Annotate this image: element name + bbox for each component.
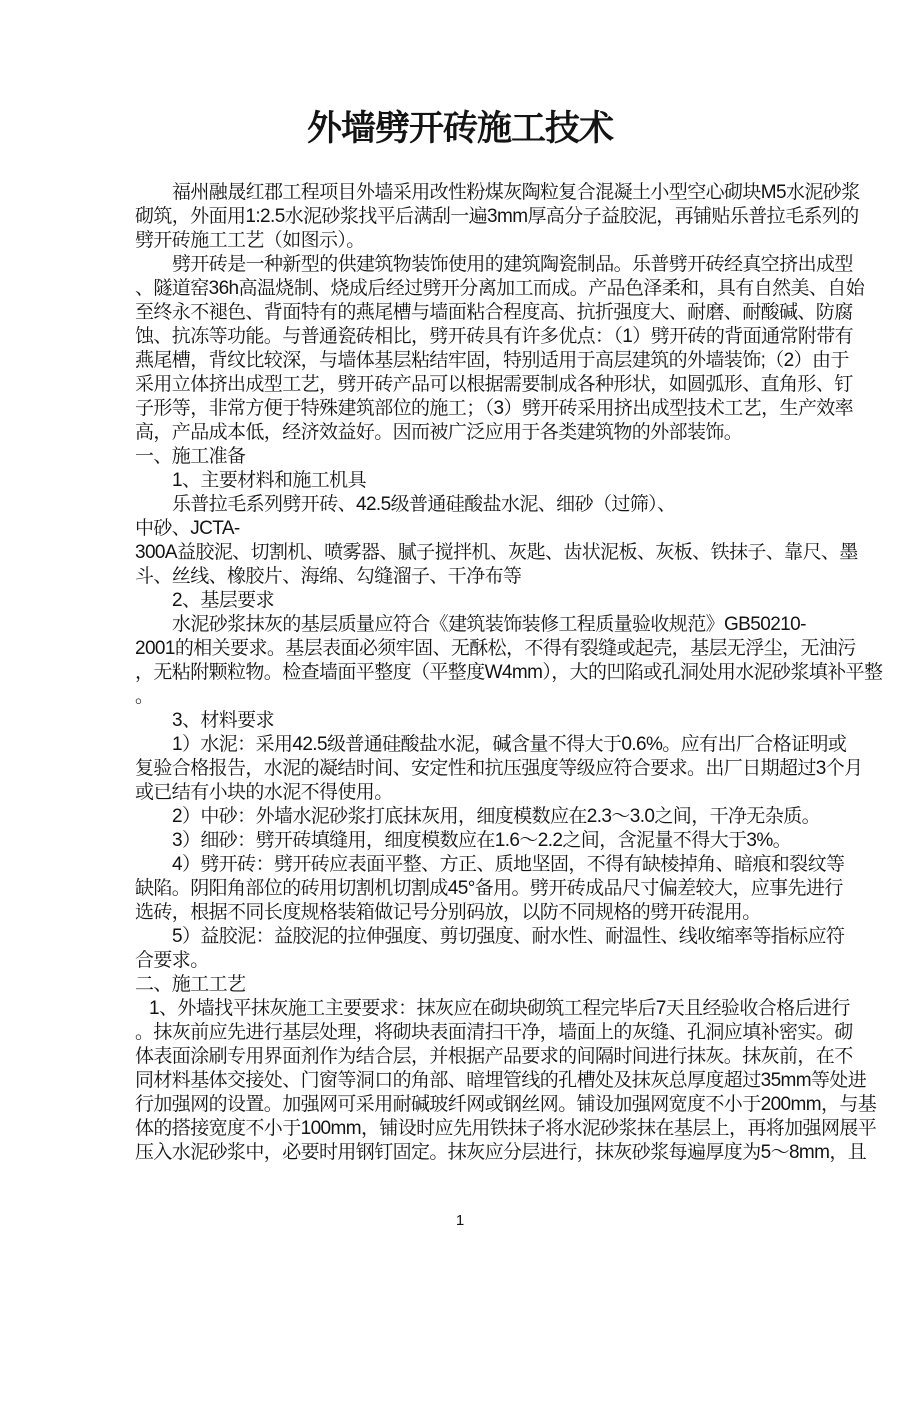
text-line: 缺陷。阴阳角部位的砖用切割机切割成45°备用。劈开砖成品尺寸偏差较大，应事先进行 [135, 878, 843, 899]
text-line: 采用立体挤出成型工艺，劈开砖产品可以根据需要制成各种形状，如圆弧形、直角形、钉 [135, 374, 853, 395]
text-line: 体的搭接宽度不小于100mm，铺设时应先用铁抹子将水泥砂浆抹在基层上，再将加强网展平 [135, 1118, 877, 1139]
text-line: 蚀、抗冻等功能。与普通瓷砖相比，劈开砖具有许多优点：（1）劈开砖的背面通常附带有 [135, 326, 854, 347]
text-line: 中砂、JCTA- [135, 518, 240, 539]
text-line: 劈开砖是一种新型的供建筑物装饰使用的建筑陶瓷制品。乐普劈开砖经真空挤出成型 [172, 254, 853, 275]
text-line: 体表面涂刷专用界面剂作为结合层，并根据产品要求的间隔时间进行抹灰。抹灰前，在不 [135, 1046, 853, 1067]
text-line: 或已结有小块的水泥不得使用。 [135, 782, 393, 803]
text-line: 复验合格报告，水泥的凝结时间、安定性和抗压强度等级应符合要求。出厂日期超过3个月 [135, 758, 863, 779]
text-line: 1、外墙找平抹灰施工主要要求：抹灰应在砌块砌筑工程完毕后7天且经验收合格后进行 [149, 998, 850, 1019]
text-line: 劈开砖施工工艺（如图示）。 [135, 230, 365, 251]
text-line: 、隧道窑36h高温烧制、烧成后经过劈开分离加工而成。产品色泽柔和，具有自然美、自始 [135, 278, 865, 299]
text-line: ，无粘附颗粒物。检查墙面平整度（平整度W4mm），大的凹陷或孔洞处用水泥砂浆填补平整 [135, 662, 883, 683]
text-line: 斗、丝线、橡胶片、海绵、勾缝溜子、干净布等 [135, 566, 522, 587]
text-line: 压入水泥砂浆中，必要时用钢钉固定。抹灰应分层进行，抹灰砂浆每遍厚度为5〜8mm，且 [135, 1142, 867, 1163]
text-line: 2001的相关要求。基层表面必须牢固、无酥松，不得有裂缝或起壳，基层无浮尘，无油污 [135, 638, 856, 659]
page-footer [0, 1211, 920, 1231]
text-line: 同材料基体交接处、门窗等洞口的角部、暗埋管线的孔槽处及抹灰总厚度超过35mm等处进 [135, 1070, 867, 1091]
text-line: 合要求。 [135, 950, 209, 971]
text-line: 3、材料要求 [172, 710, 274, 731]
text-line: 4）劈开砖：劈开砖应表面平整、方正、质地坚固，不得有缺棱掉角、暗痕和裂纹等 [172, 854, 845, 875]
text-line: 3）细砂：劈开砖填缝用，细度模数应在1.6〜2.2之间，含泥量不得大于3%。 [172, 830, 792, 851]
text-line: 二、施工工艺 [135, 974, 246, 995]
text-line: 1、主要材料和施工机具 [172, 470, 366, 491]
text-line: 2）中砂：外墙水泥砂浆打底抹灰用，细度模数应在2.3〜3.0之间，干净无杂质。 [172, 806, 820, 827]
text-line: 选砖，根据不同长度规格装箱做记号分别码放，以防不同规格的劈开砖混用。 [135, 902, 761, 923]
text-line: 。 [135, 686, 154, 707]
document-title: 外墙劈开砖施工技术 [306, 109, 613, 148]
text-line: 。抹灰前应先进行基层处理，将砌块表面清扫干净，墙面上的灰缝、孔洞应填补密实。砌 [135, 1022, 853, 1043]
text-line: 2、基层要求 [172, 590, 274, 611]
text-line: 5）益胶泥：益胶泥的拉伸强度、剪切强度、耐水性、耐温性、线收缩率等指标应符 [172, 926, 845, 947]
text-line: 行加强网的设置。加强网可采用耐碱玻纤网或钢丝网。铺设加强网宽度不小于200mm，与基 [135, 1094, 877, 1115]
text-line: 至终永不褪色、背面特有的燕尾槽与墙面粘合程度高、抗折强度大、耐磨、耐酸碱、防腐 [135, 302, 853, 323]
text-line: 水泥砂浆抹灰的基层质量应符合《建筑装饰装修工程质量验收规范》GB50210- [172, 614, 806, 635]
text-line: 砌筑，外面用1:2.5水泥砂浆找平后满刮一遍3mm厚高分子益胶泥，再铺贴乐普拉毛系列的 [135, 206, 859, 227]
text-line: 高，产品成本低，经济效益好。因而被广泛应用于各类建筑物的外部装饰。 [135, 422, 743, 443]
document-body [135, 181, 885, 1165]
text-line: 300A益胶泥、切割机、喷雾器、腻子搅拌机、灰匙、齿状泥板、灰板、铁抹子、靠尺、墨 [135, 542, 858, 563]
page-number: 1 [455, 1212, 465, 1229]
text-line: 福州融晟红郡工程项目外墙采用改性粉煤灰陶粒复合混凝土小型空心砌块M5水泥砂浆 [172, 182, 860, 203]
document-page [0, 106, 920, 1408]
text-line: 子形等，非常方便于特殊建筑部位的施工；（3）劈开砖采用挤出成型技术工艺，生产效率 [135, 398, 854, 419]
text-line: 1）水泥：采用42.5级普通硅酸盐水泥，碱含量不得大于0.6%。应有出厂合格证明或 [172, 734, 847, 755]
text-line: 一、施工准备 [135, 446, 246, 467]
text-line: 乐普拉毛系列劈开砖、42.5级普通硅酸盐水泥、细砂（过筛）、 [172, 494, 676, 515]
text-line: 燕尾槽，背纹比较深，与墙体基层粘结牢固，特别适用于高层建筑的外墙装饰;（2）由于 [135, 350, 849, 371]
